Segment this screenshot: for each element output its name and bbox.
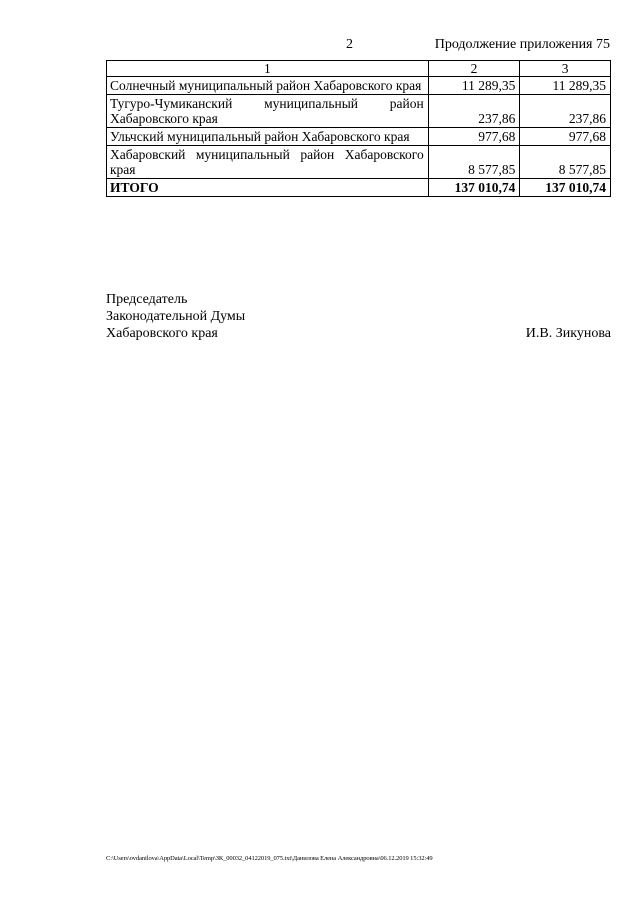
budget-table <box>106 60 611 197</box>
table-header-row <box>107 61 611 77</box>
column-header: 1 <box>107 61 429 77</box>
amount-col2: 977,68 <box>428 128 520 146</box>
table-row <box>107 128 611 146</box>
amount-col3: 977,68 <box>520 128 611 146</box>
district-name: Тугуро-Чумиканский муниципальный район Хабаровского края <box>107 95 429 128</box>
signatory-title-line3: Хабаровского края <box>106 326 218 341</box>
district-name: Ульчский муниципальный район Хабаровского края <box>107 128 429 146</box>
total-row <box>107 179 611 197</box>
signatory-title-line2: Законодательной Думы <box>106 309 246 324</box>
amount-col3: 8 577,85 <box>520 146 611 179</box>
amount-col2: 11 289,35 <box>428 77 520 95</box>
page-number: 2 <box>346 37 353 52</box>
total-col3: 137 010,74 <box>520 179 611 197</box>
continuation-label: Продолжение приложения 75 <box>434 37 610 52</box>
footer-file-path: C:\Users\ovdanilova\AppData\Local\Temp\ЗК_00032_04122019_075.txt\Данилова Елена Александровна\06.12.2019 15:32:49 <box>106 855 433 862</box>
district-name: Хабаровский муниципальный район Хабаровского края <box>107 146 429 179</box>
total-label: ИТОГО <box>107 179 429 197</box>
amount-col2: 8 577,85 <box>428 146 520 179</box>
signatory-name: И.В. Зикунова <box>525 326 611 341</box>
signature-block <box>106 291 611 342</box>
table-row <box>107 146 611 179</box>
amount-col2: 237,86 <box>428 95 520 128</box>
table-row <box>107 95 611 128</box>
column-header: 2 <box>428 61 520 77</box>
total-col2: 137 010,74 <box>428 179 520 197</box>
district-name: Солнечный муниципальный район Хабаровского края <box>107 77 429 95</box>
signatory-title-line1: Председатель <box>106 292 188 307</box>
amount-col3: 237,86 <box>520 95 611 128</box>
column-header: 3 <box>520 61 611 77</box>
amount-col3: 11 289,35 <box>520 77 611 95</box>
table-row <box>107 77 611 95</box>
